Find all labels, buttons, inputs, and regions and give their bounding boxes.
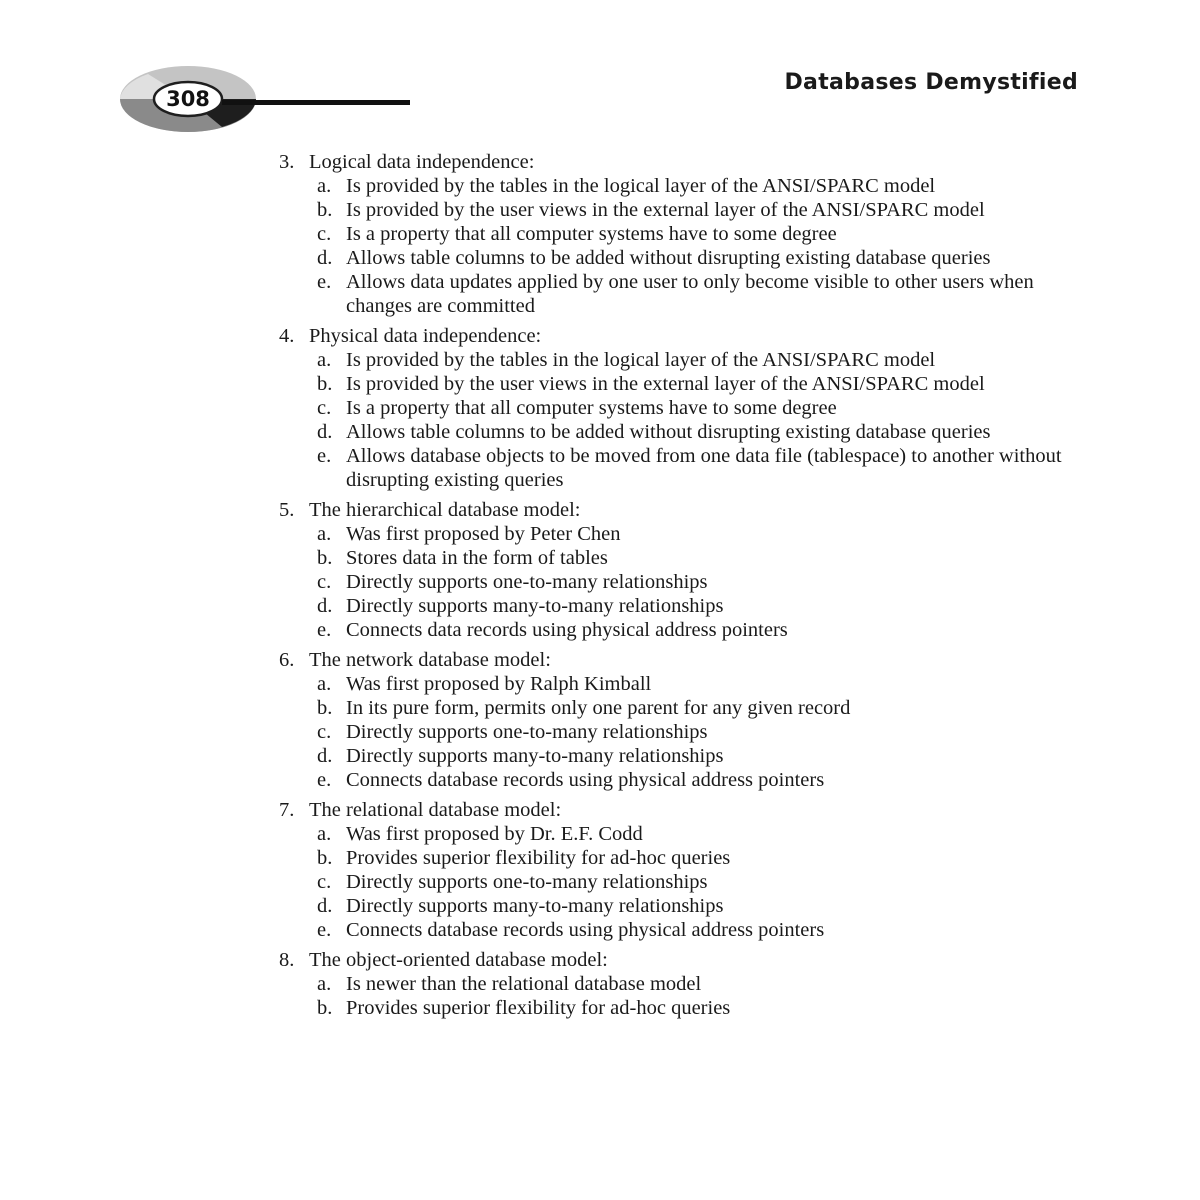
option-text: Is a property that all computer systems have to some degree [346, 223, 837, 245]
question-prompt: Physical data independence: [309, 325, 542, 347]
option-text: Allows table columns to be added without disrupting existing database queries [346, 247, 991, 269]
option-letter: a. [317, 349, 332, 371]
answer-option [279, 672, 1079, 696]
option-letter: d. [317, 247, 333, 269]
question-number: 4. [279, 325, 295, 347]
option-letter: c. [317, 397, 332, 419]
answer-option [279, 246, 1079, 270]
option-letter: e. [317, 769, 332, 791]
question-heading [279, 324, 1079, 348]
option-text: Directly supports many-to-many relationships [346, 895, 724, 917]
answer-option [279, 846, 1079, 870]
option-letter: c. [317, 721, 332, 743]
answer-option [279, 996, 1079, 1020]
option-letter: b. [317, 547, 333, 569]
question-number: 3. [279, 151, 295, 173]
answer-options [279, 822, 1079, 942]
question-heading [279, 948, 1079, 972]
option-text: Directly supports one-to-many relationships [346, 571, 708, 593]
answer-option [279, 270, 1079, 318]
answer-option [279, 918, 1079, 942]
option-letter: c. [317, 223, 332, 245]
header-rule [222, 100, 410, 105]
answer-option [279, 522, 1079, 546]
option-letter: a. [317, 175, 332, 197]
answer-option [279, 744, 1079, 768]
option-text: Was first proposed by Ralph Kimball [346, 673, 652, 695]
option-letter: b. [317, 697, 333, 719]
option-text: Is a property that all computer systems have to some degree [346, 397, 837, 419]
option-text: Connects data records using physical address pointers [346, 619, 788, 641]
question-item [279, 648, 1079, 792]
answer-option [279, 768, 1079, 792]
answer-option [279, 696, 1079, 720]
option-text: Allows database objects to be moved from one data file (tablespace) to another without disrupting existing queries [346, 445, 1062, 491]
option-text: Is provided by the user views in the external layer of the ANSI/SPARC model [346, 373, 985, 395]
option-letter: e. [317, 619, 332, 641]
option-text: Is provided by the user views in the external layer of the ANSI/SPARC model [346, 199, 985, 221]
answer-option [279, 822, 1079, 846]
option-letter: b. [317, 199, 333, 221]
option-text: Is provided by the tables in the logical layer of the ANSI/SPARC model [346, 175, 936, 197]
answer-option [279, 618, 1079, 642]
answer-option [279, 198, 1079, 222]
answer-option [279, 420, 1079, 444]
question-item [279, 498, 1079, 642]
question-prompt: Logical data independence: [309, 151, 535, 173]
answer-option [279, 372, 1079, 396]
answer-options [279, 174, 1079, 318]
option-text: Provides superior flexibility for ad-hoc queries [346, 997, 731, 1019]
page-number: 308 [166, 87, 210, 111]
option-letter: a. [317, 973, 332, 995]
option-text: Directly supports one-to-many relationships [346, 721, 708, 743]
question-heading [279, 648, 1079, 672]
option-letter: c. [317, 871, 332, 893]
answer-options [279, 672, 1079, 792]
option-text: Directly supports many-to-many relationships [346, 595, 724, 617]
question-prompt: The network database model: [309, 649, 551, 671]
question-number: 8. [279, 949, 295, 971]
option-text: Is provided by the tables in the logical layer of the ANSI/SPARC model [346, 349, 936, 371]
answer-options [279, 348, 1079, 492]
option-text: Stores data in the form of tables [346, 547, 608, 569]
answer-options [279, 972, 1079, 1020]
option-letter: a. [317, 673, 332, 695]
answer-option [279, 972, 1079, 996]
option-letter: d. [317, 595, 333, 617]
option-text: Allows table columns to be added without disrupting existing database queries [346, 421, 991, 443]
answer-option [279, 348, 1079, 372]
option-letter: e. [317, 445, 332, 467]
option-letter: a. [317, 523, 332, 545]
question-item [279, 798, 1079, 942]
answer-option [279, 444, 1079, 492]
option-letter: d. [317, 895, 333, 917]
answer-option [279, 174, 1079, 198]
option-text: Directly supports many-to-many relationships [346, 745, 724, 767]
question-item [279, 948, 1079, 1020]
option-text: Allows data updates applied by one user to only become visible to other users when changes are committed [346, 271, 1034, 317]
option-text: Connects database records using physical address pointers [346, 769, 825, 791]
option-letter: b. [317, 847, 333, 869]
option-text: Was first proposed by Dr. E.F. Codd [346, 823, 643, 845]
answer-options [279, 522, 1079, 642]
answer-option [279, 546, 1079, 570]
option-text: Directly supports one-to-many relationships [346, 871, 708, 893]
answer-option [279, 570, 1079, 594]
question-item [279, 150, 1079, 318]
question-number: 6. [279, 649, 295, 671]
option-letter: a. [317, 823, 332, 845]
answer-option [279, 720, 1079, 744]
answer-option [279, 594, 1079, 618]
option-letter: e. [317, 271, 332, 293]
option-letter: b. [317, 997, 333, 1019]
question-prompt: The object-oriented database model: [309, 949, 608, 971]
question-prompt: The hierarchical database model: [309, 499, 581, 521]
option-letter: d. [317, 421, 333, 443]
option-text: In its pure form, permits only one parent for any given record [346, 697, 851, 719]
answer-option [279, 870, 1079, 894]
question-heading [279, 798, 1079, 822]
option-letter: e. [317, 919, 332, 941]
option-text: Is newer than the relational database model [346, 973, 702, 995]
question-number: 5. [279, 499, 295, 521]
option-letter: c. [317, 571, 332, 593]
option-letter: b. [317, 373, 333, 395]
answer-option [279, 222, 1079, 246]
question-item [279, 324, 1079, 492]
question-list [279, 150, 1079, 1026]
running-header-title: Databases Demystified [784, 70, 1078, 95]
answer-option [279, 396, 1079, 420]
option-text: Provides superior flexibility for ad-hoc queries [346, 847, 731, 869]
question-heading [279, 150, 1079, 174]
option-text: Was first proposed by Peter Chen [346, 523, 621, 545]
option-text: Connects database records using physical address pointers [346, 919, 825, 941]
question-heading [279, 498, 1079, 522]
question-prompt: The relational database model: [309, 799, 562, 821]
question-number: 7. [279, 799, 295, 821]
option-letter: d. [317, 745, 333, 767]
answer-option [279, 894, 1079, 918]
